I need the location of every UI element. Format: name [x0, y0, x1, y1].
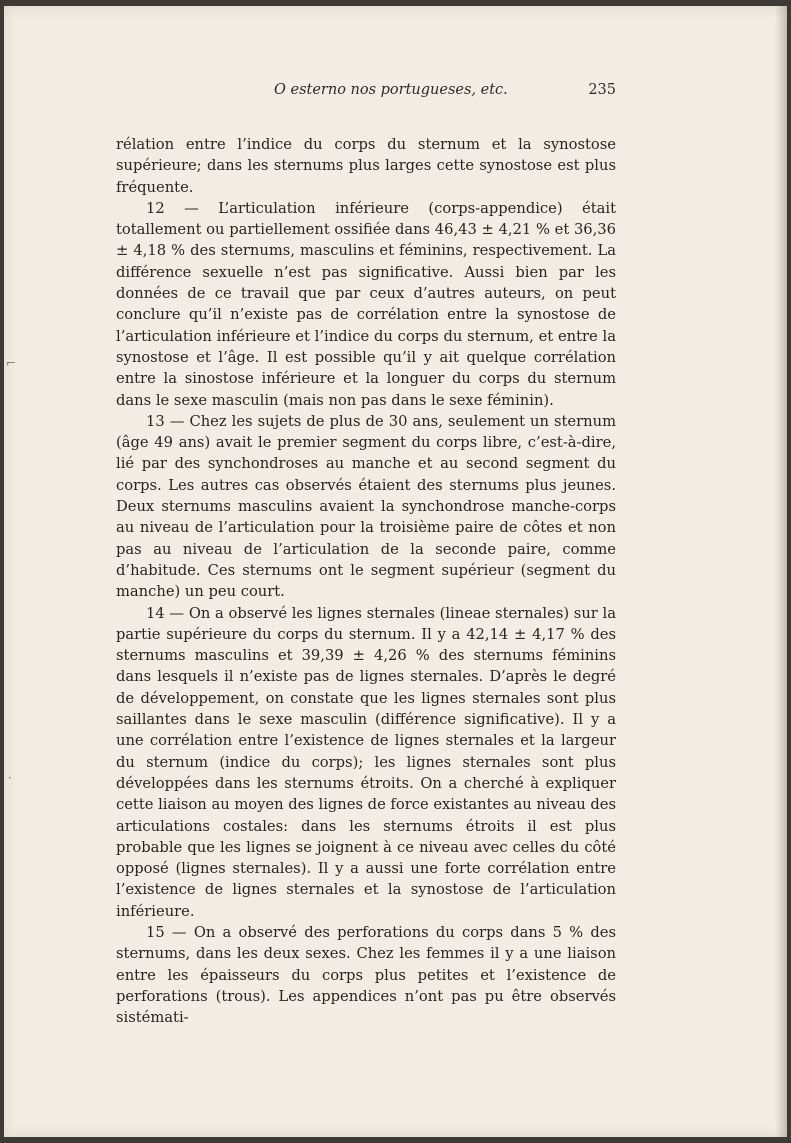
body-text: [116, 134, 616, 1028]
paragraph-12: 12 — L’articulation inférieure (corps-appendice) était totallement ou partiellement ossifiée dans 46,43 ± 4,21 % et 36,36 ± 4,18 % des sternums, masculins et féminins, respectivement. La différence sexuelle n’est pas significative. Aussi bien par les données de ce travail que par ceux d’autres auteurs, on peut conclure qu’il n’existe pas de corrélation entre la synostose de l’articulation inférieure et l’indice du corps du sternum, et entre la synostose et l’âge. Il est possible qu’il y ait quelque corrélation entre la sinostose inférieure et la longuer du corps du sternum dans le sexe masculin (mais non pas dans le sexe féminin).: [116, 199, 616, 409]
page-number: 235: [588, 82, 616, 98]
running-title: O esterno nos portugueses, etc.: [274, 82, 508, 98]
paragraph-13: 13 — Chez les sujets de plus de 30 ans, seulement un sternum (âge 49 ans) avait le premier segment du corps libre, c’est-à-dire, lié par des synchondroses au manche et au second segment du corps. Les autres cas observés étaient des sternums plus jeunes. Deux sternums masculins avaient la synchondrose manche-corps au niveau de l’articulation pour la troisième paire de côtes et non pas au niveau de l’articulation de la seconde paire, comme d’habitude. Ces sternums ont le segment supérieur (segment du manche) un peu court.: [116, 412, 616, 601]
page-sheet: [4, 6, 787, 1137]
paragraph-15: 15 — On a observé des perforations du corps dans 5 % des sternums, dans les deux sexes. Chez les femmes il y a une liaison entre les épaisseurs du corps plus petites et l’existence de perforations (trous). Les appendices n’ont pas pu être observés sistémati-: [116, 923, 616, 1027]
margin-tick-mark: ·: [8, 771, 12, 785]
paragraph-14: 14 — On a observé les lignes sternales (lineae sternales) sur la partie supérieure du corps du sternum. Il y a 42,14 ± 4,17 % des sternums masculins et 39,39 ± 4,26 % des sternums féminins dans lesquels il n’existe pas de lignes sternales. D’après le degré de développement, on constate que les lignes sternales sont plus saillantes dans le sexe masculin (différence significative). Il y a une corrélation entre l’existence de lignes sternales et la largeur du sternum (indice du corps); les lignes sternales sont plus développées dans les sternums étroits. On a cherché à expliquer cette liaison au moyen des lignes de force existantes au niveau des articulations costales: dans les sternums étroits il est plus probable que les lignes se joignent à ce niveau avec celles du côté opposé (lignes sternales). Il y a aussi une forte corrélation entre l’existence de lignes sternales et la synostose de l’articulation inférieure.: [116, 604, 616, 920]
margin-tick-mark: ⌐: [6, 356, 17, 370]
running-header: [116, 80, 616, 102]
paragraph-continuation: rélation entre l’indice du corps du sternum et la synostose supérieure; dans les sternums plus larges cette synostose est plus fréquente.: [116, 136, 616, 196]
